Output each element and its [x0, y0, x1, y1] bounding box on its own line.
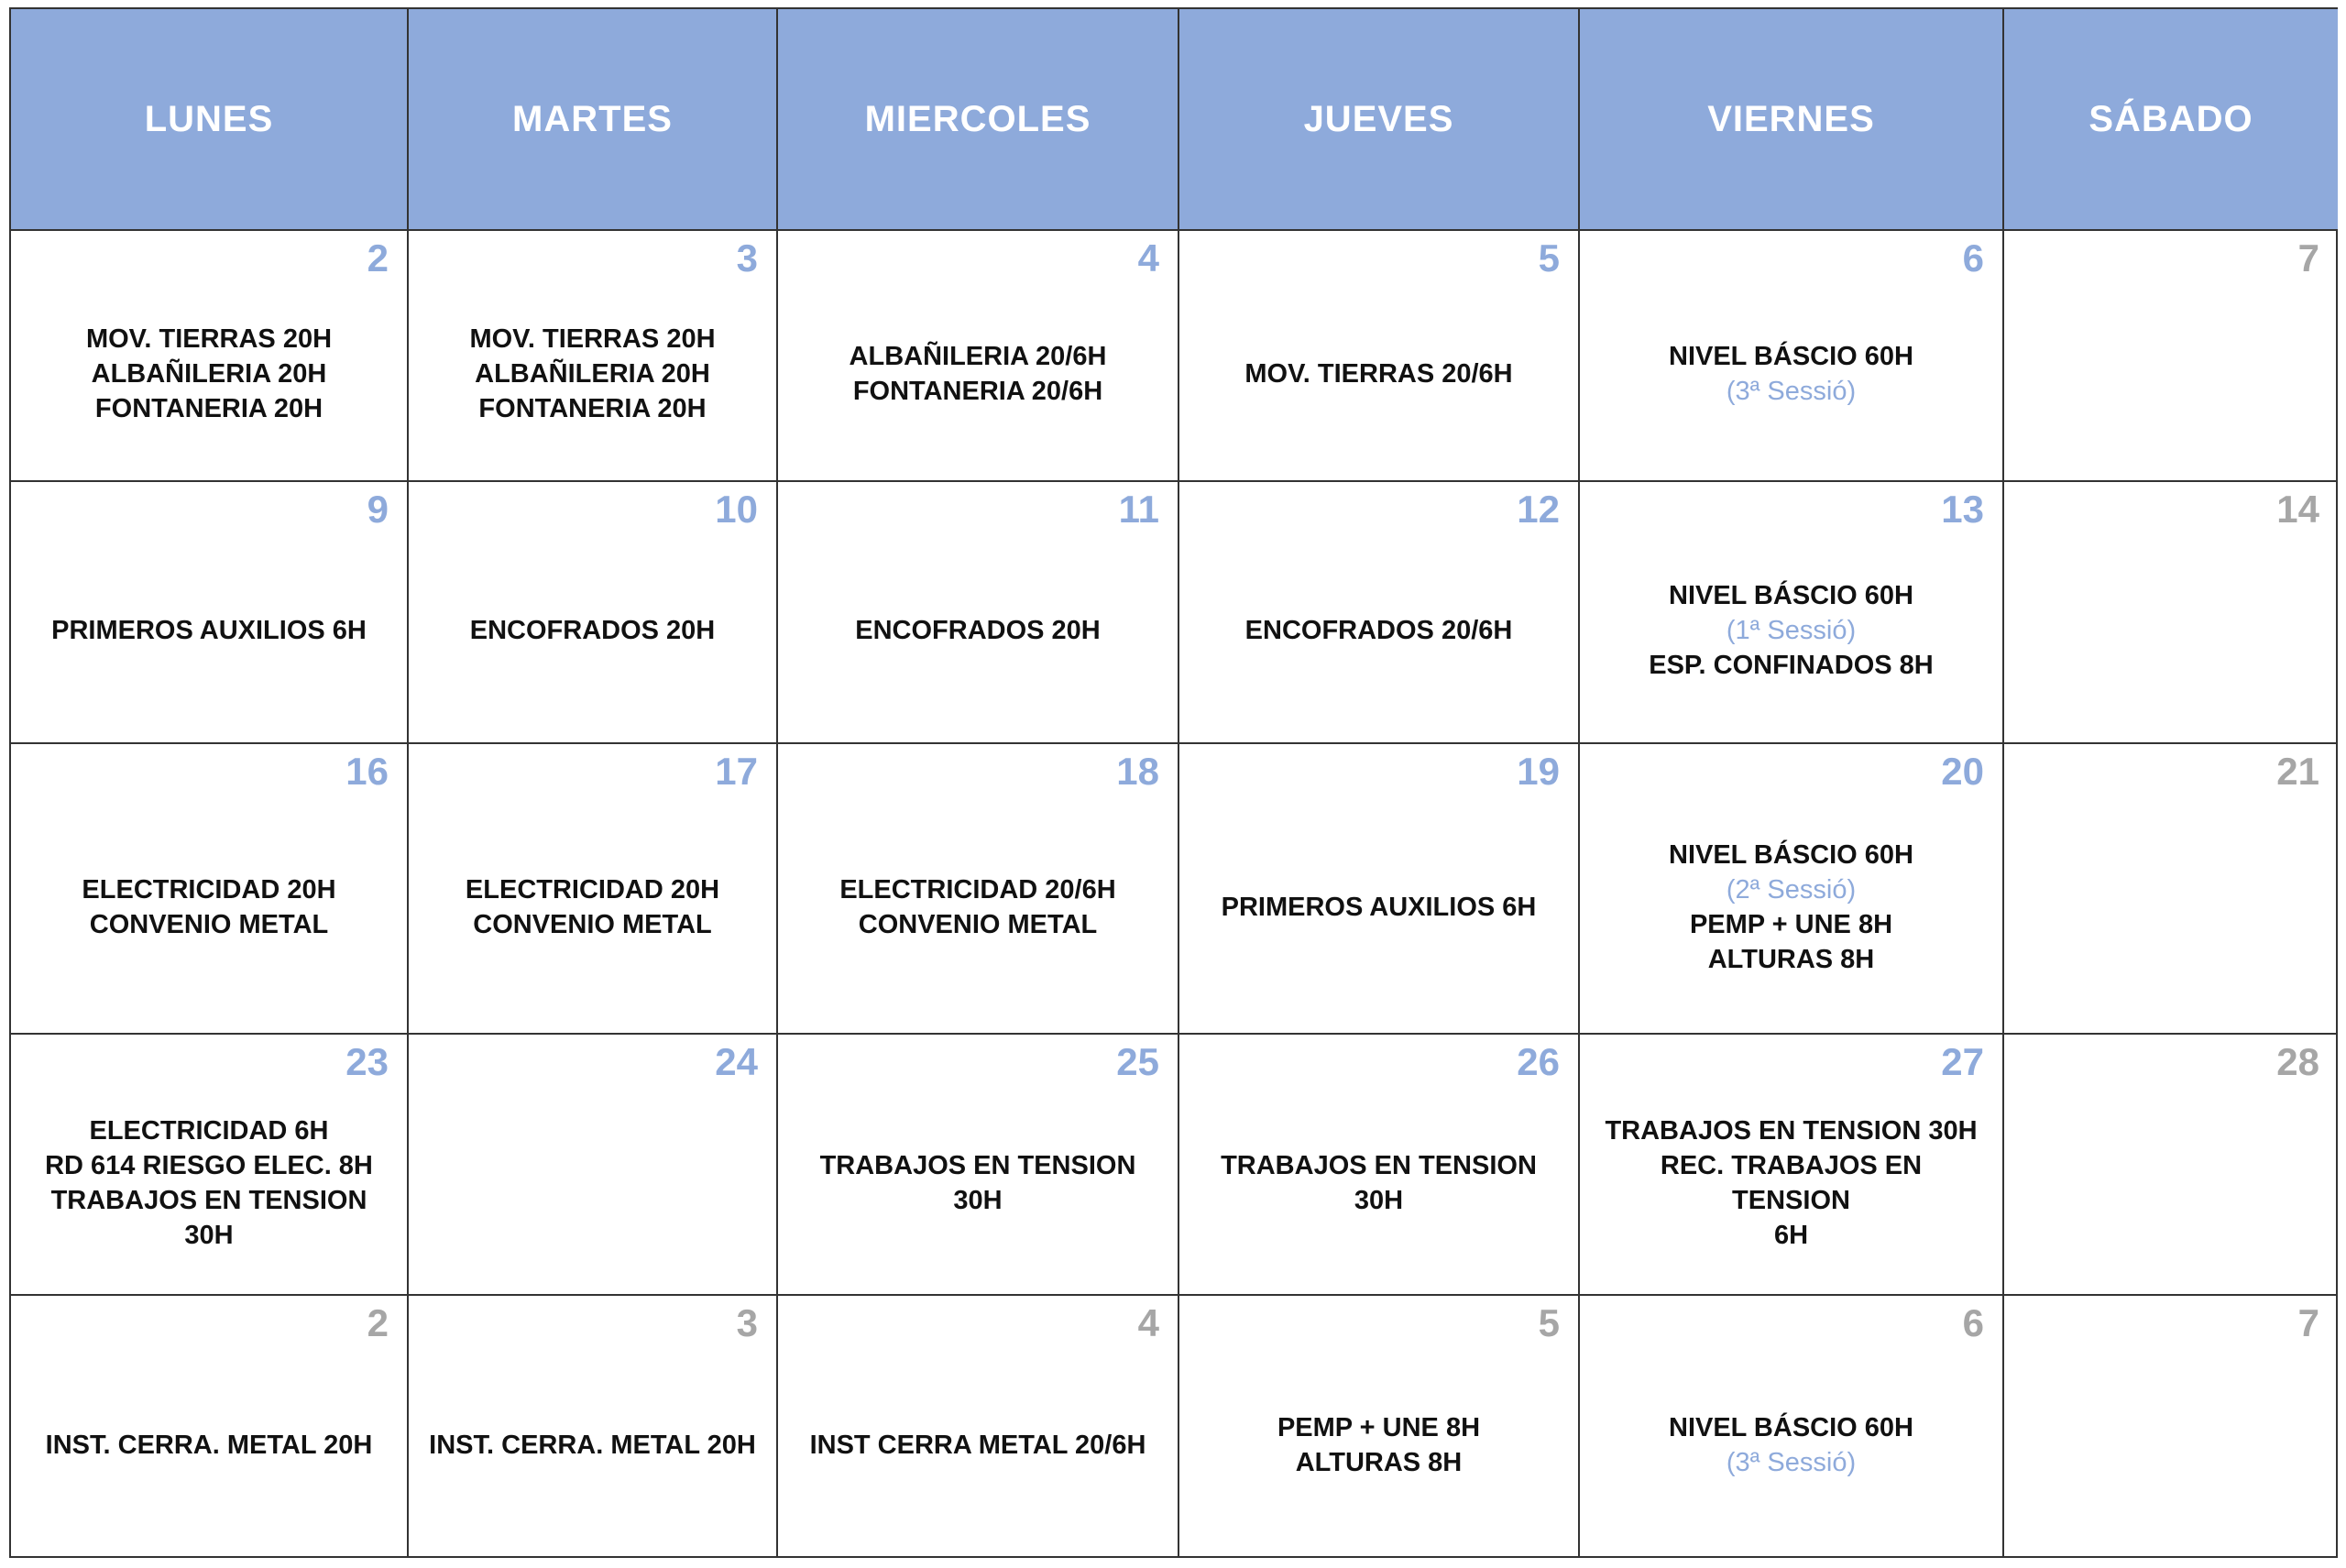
course-line: ENCOFRADOS 20/6H: [1244, 616, 1513, 645]
day-cell[interactable]: [11, 744, 409, 1035]
day-number: 14: [2276, 488, 2319, 531]
day-cell[interactable]: [409, 744, 778, 1035]
day-number: 10: [715, 488, 758, 531]
day-number: 20: [1941, 750, 1984, 793]
day-number: 9: [367, 488, 389, 531]
day-number: 6: [1962, 1301, 1984, 1344]
day-cell[interactable]: [778, 1296, 1179, 1558]
course-line: CONVENIO METAL: [473, 909, 712, 939]
day-cell[interactable]: [11, 1296, 409, 1558]
day-number: 6: [1962, 236, 1984, 280]
course-line: INST. CERRA. METAL 20H: [45, 1431, 373, 1460]
session-label: (2ª Sessió): [1726, 874, 1857, 905]
day-number: 5: [1538, 236, 1560, 280]
day-cell[interactable]: [1580, 231, 2004, 482]
day-cell[interactable]: [1179, 482, 1580, 744]
course-line: NIVEL BÁSCIO 60H: [1669, 1413, 1913, 1442]
day-cell[interactable]: [1580, 744, 2004, 1035]
day-number: 2: [367, 1301, 389, 1344]
course-line: TRABAJOS EN TENSION: [50, 1185, 367, 1215]
course-line: PRIMEROS AUXILIOS 6H: [1221, 892, 1537, 922]
day-number: 11: [1118, 488, 1159, 531]
course-line: TRABAJOS EN TENSION 30H: [1221, 1150, 1537, 1215]
course-line: TRABAJOS EN TENSION 30H: [819, 1150, 1136, 1215]
course-line: ELECTRICIDAD 20/6H: [839, 874, 1116, 905]
day-number: 7: [2297, 1301, 2319, 1344]
weekday-header-sábado: SÁBADO: [2004, 9, 2338, 231]
session-label: (3ª Sessió): [1726, 377, 1857, 406]
day-number: 27: [1941, 1040, 1984, 1083]
day-number: 19: [1517, 750, 1560, 793]
day-cell[interactable]: [1580, 1296, 2004, 1558]
course-line: NIVEL BÁSCIO 60H: [1669, 342, 1913, 371]
day-number: 18: [1116, 750, 1159, 793]
day-cell[interactable]: [2004, 1296, 2338, 1558]
course-line: FONTANERIA 20H: [478, 394, 707, 423]
day-number: 23: [345, 1040, 389, 1083]
weekday-header-viernes: VIERNES: [1580, 9, 2004, 231]
course-line: ALBAÑILERIA 20H: [91, 359, 327, 389]
course-line: ALTURAS 8H: [1295, 1448, 1463, 1477]
course-line: ELECTRICIDAD 20H: [82, 874, 336, 905]
day-cell[interactable]: [778, 231, 1179, 482]
day-number: 26: [1517, 1040, 1560, 1083]
weekday-header-jueves: JUEVES: [1179, 9, 1580, 231]
weekday-header-martes: MARTES: [409, 9, 778, 231]
day-cell[interactable]: [2004, 744, 2338, 1035]
course-line: NIVEL BÁSCIO 60H: [1669, 839, 1913, 870]
day-cell[interactable]: [2004, 231, 2338, 482]
course-line: FONTANERIA 20/6H: [852, 377, 1103, 406]
day-number: 16: [345, 750, 389, 793]
course-line: ALBAÑILERIA 20/6H: [849, 342, 1107, 371]
course-line: REC. TRABAJOS EN TENSION: [1660, 1150, 1923, 1215]
course-line: ALTURAS 8H: [1707, 944, 1875, 974]
day-cell[interactable]: [1580, 1035, 2004, 1296]
day-number: 25: [1116, 1040, 1159, 1083]
day-cell[interactable]: [778, 744, 1179, 1035]
course-line: 6H: [1773, 1220, 1809, 1250]
day-cell[interactable]: [778, 482, 1179, 744]
day-number: 3: [736, 1301, 758, 1344]
course-line: ENCOFRADOS 20H: [855, 616, 1101, 645]
course-line: INST CERRA METAL 20/6H: [809, 1431, 1146, 1460]
day-number: 3: [736, 236, 758, 280]
day-cell[interactable]: [1179, 231, 1580, 482]
course-line: CONVENIO METAL: [858, 909, 1098, 939]
course-line: ESP. CONFINADOS 8H: [1649, 651, 1934, 680]
day-cell[interactable]: [11, 482, 409, 744]
course-line: ELECTRICIDAD 6H: [89, 1115, 329, 1146]
day-number: 12: [1517, 488, 1560, 531]
weekday-header-miercoles: MIERCOLES: [778, 9, 1179, 231]
course-line: RD 614 RIESGO ELEC. 8H: [45, 1150, 373, 1180]
session-label: (1ª Sessió): [1726, 616, 1857, 645]
day-cell[interactable]: [778, 1035, 1179, 1296]
day-number: 2: [367, 236, 389, 280]
day-cell[interactable]: [409, 1035, 778, 1296]
day-number: 13: [1941, 488, 1984, 531]
day-cell[interactable]: [11, 231, 409, 482]
course-line: PEMP + UNE 8H: [1277, 1413, 1481, 1442]
day-cell[interactable]: [2004, 1035, 2338, 1296]
course-line: TRABAJOS EN TENSION 30H: [1605, 1115, 1978, 1146]
course-line: CONVENIO METAL: [89, 909, 329, 939]
day-cell[interactable]: [2004, 482, 2338, 744]
day-cell[interactable]: [1179, 744, 1580, 1035]
day-number: 4: [1137, 236, 1159, 280]
day-number: 17: [715, 750, 758, 793]
day-cell[interactable]: [409, 482, 778, 744]
course-line: PRIMEROS AUXILIOS 6H: [51, 616, 367, 645]
day-number: 7: [2297, 236, 2319, 280]
course-line: ELECTRICIDAD 20H: [465, 874, 720, 905]
day-cell[interactable]: [1179, 1296, 1580, 1558]
weekday-header-lunes: LUNES: [11, 9, 409, 231]
course-line: NIVEL BÁSCIO 60H: [1669, 581, 1913, 610]
course-line: 30H: [184, 1220, 234, 1250]
course-line: ENCOFRADOS 20H: [469, 616, 716, 645]
day-number: 24: [715, 1040, 758, 1083]
course-line: INST. CERRA. METAL 20H: [429, 1431, 756, 1460]
course-line: MOV. TIERRAS 20/6H: [1244, 359, 1513, 389]
course-line: FONTANERIA 20H: [94, 394, 323, 423]
day-cell[interactable]: [1580, 482, 2004, 744]
day-cell[interactable]: [11, 1035, 409, 1296]
day-number: 5: [1538, 1301, 1560, 1344]
session-label: (3ª Sessió): [1726, 1448, 1857, 1477]
course-line: MOV. TIERRAS 20H: [469, 324, 716, 354]
day-number: 28: [2276, 1040, 2319, 1083]
course-line: ALBAÑILERIA 20H: [475, 359, 710, 389]
day-number: 4: [1137, 1301, 1159, 1344]
day-cell[interactable]: [1179, 1035, 1580, 1296]
calendar-grid: [9, 7, 2338, 1558]
course-line: MOV. TIERRAS 20H: [85, 324, 333, 354]
day-number: 21: [2276, 750, 2319, 793]
day-cell[interactable]: [409, 1296, 778, 1558]
day-cell[interactable]: [409, 231, 778, 482]
course-line: PEMP + UNE 8H: [1689, 909, 1893, 939]
